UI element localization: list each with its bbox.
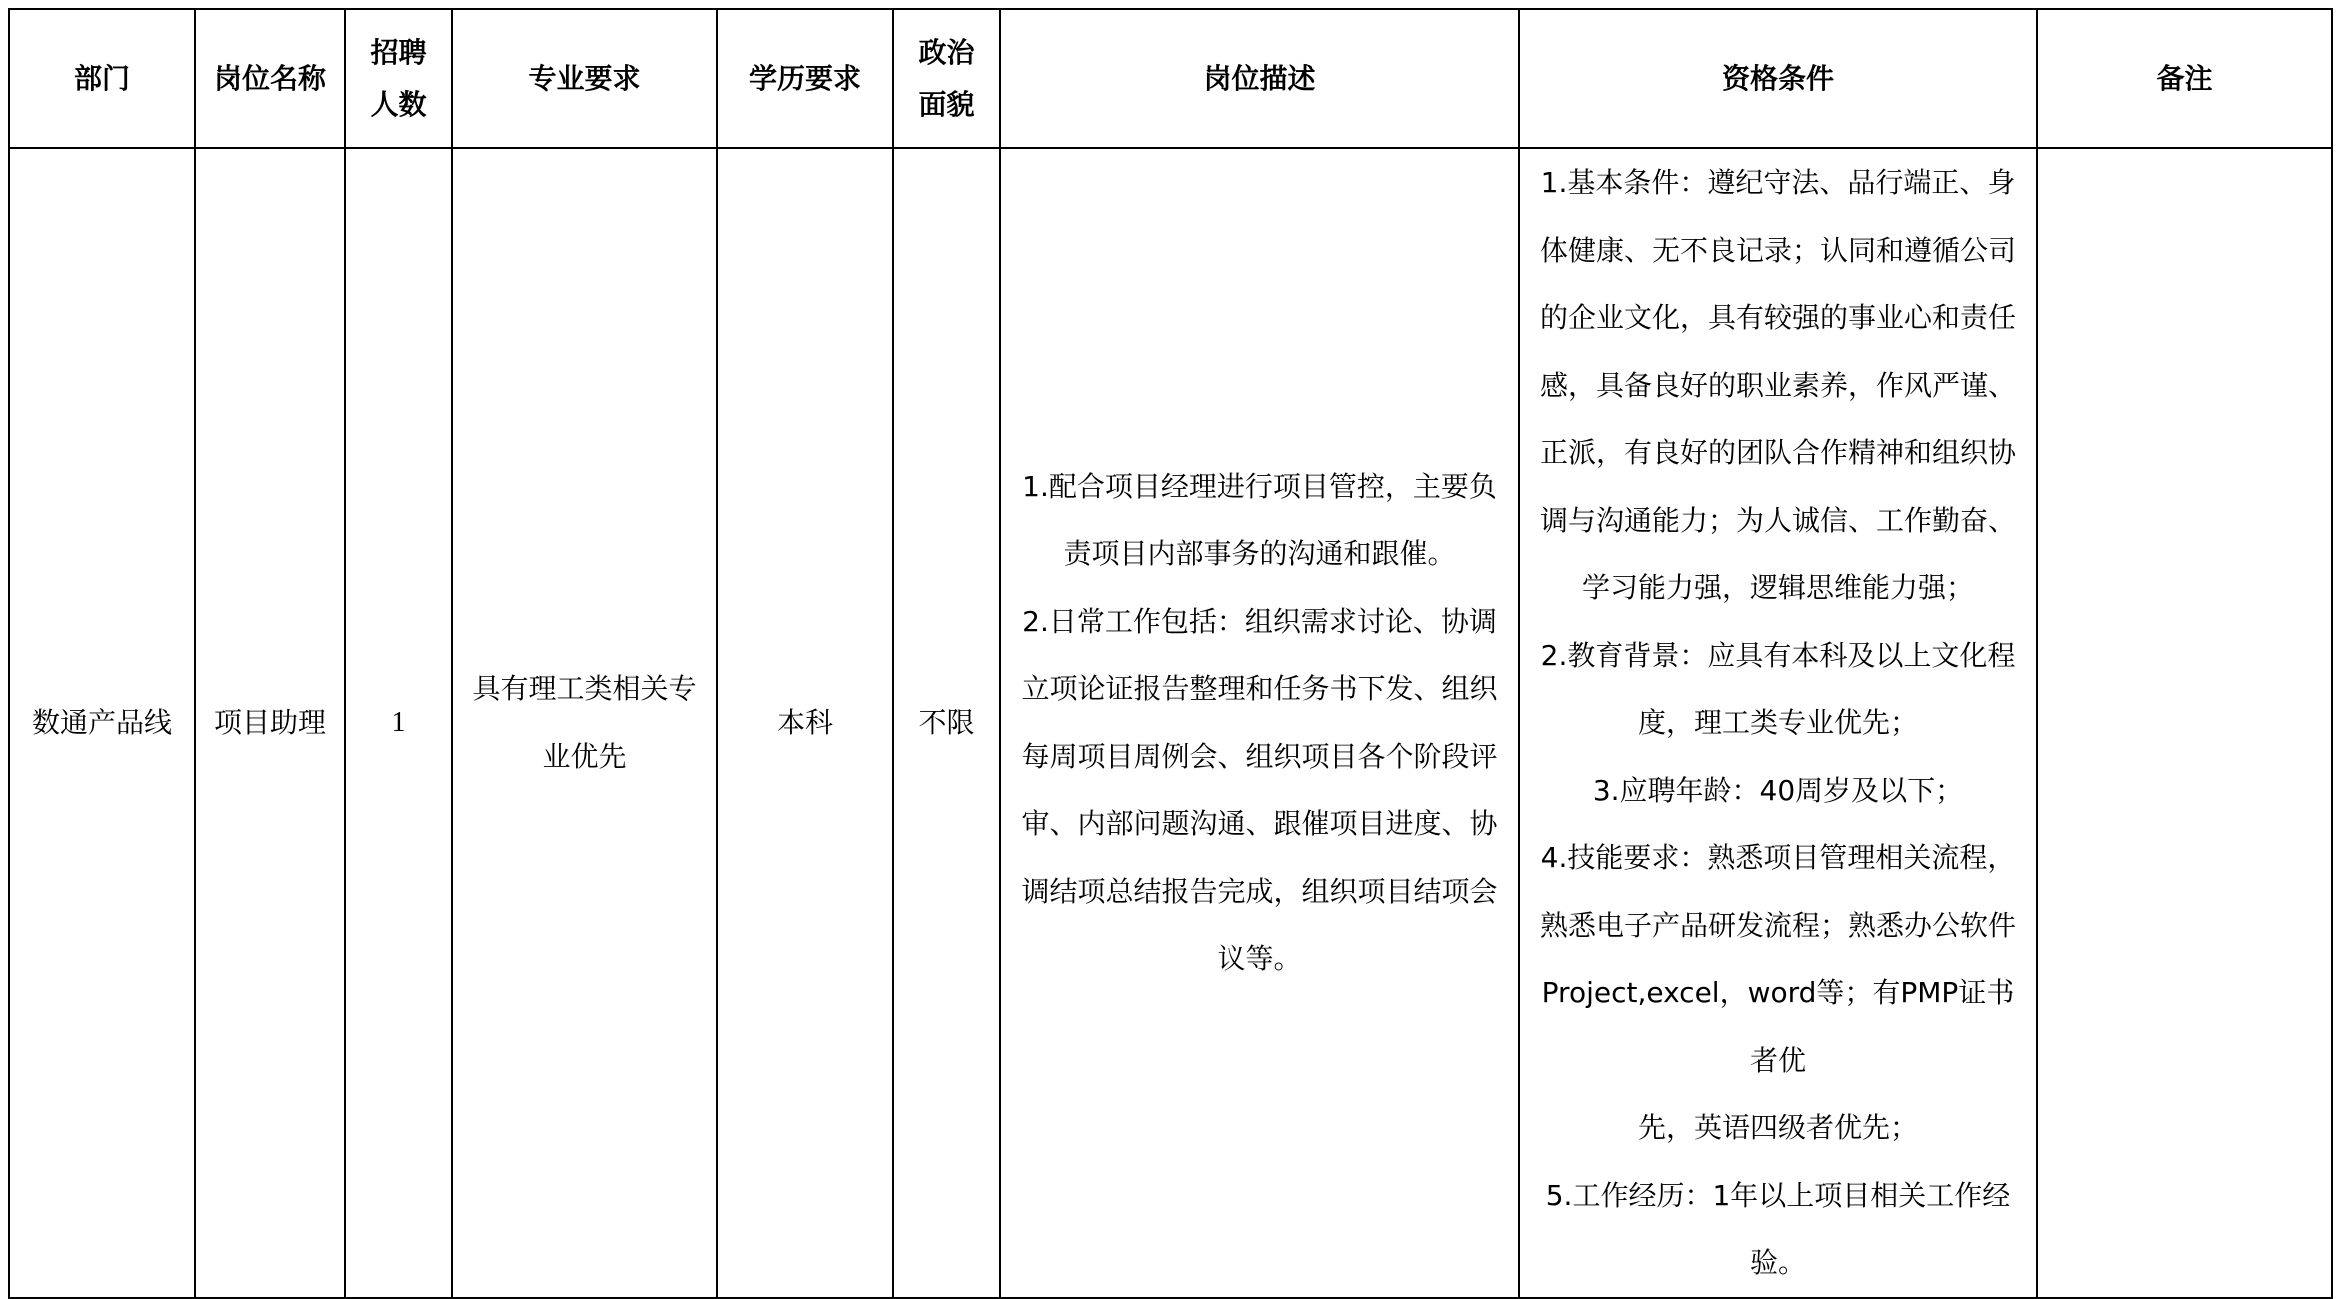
- cell-description: 1.配合项目经理进行项目管控，主要负 责项目内部事务的沟通和跟催。 2.日常工作包括：组织需求讨论、协调 立项论证报告整理和任务书下发、组织 每周项目周例会、组织项目各个阶段评 审、内部问题沟通、跟催项目进度、协 调结项总结报告完成，组织项目结项会 议等。: [1000, 148, 1519, 1298]
- cell-qualifications: 1.基本条件：遵纪守法、品行端正、身 体健康、无不良记录；认同和遵循公司 的企业文化，具有较强的事业心和责任 感，具备良好的职业素养，作风严谨、 正派，有良好的团队合作精神和组织协 调与沟通能力；为人诚信、工作勤奋、 学习能力强，逻辑思维能力强； 2.教育背景：应具有本科及以上文化程 度，理工类专业优先； 3.应聘年龄：40周岁及以下； 4.技能要求：熟悉项目管理相关流程， 熟悉电子产品研发流程；熟悉办公软件 Project,excel，word等；有PMP证书者优 先，英语四级者优先； 5.工作经历：1年以上项目相关工作经 验。: [1519, 148, 2037, 1298]
- header-row: [9, 9, 2332, 148]
- table-row: [9, 148, 2332, 1298]
- cell-headcount: 1: [345, 148, 452, 1298]
- cell-education: 本科: [717, 148, 893, 1298]
- cell-position-name: 项目助理: [195, 148, 345, 1298]
- cell-political: 不限: [893, 148, 1000, 1298]
- header-headcount: 招聘 人数: [345, 9, 452, 148]
- cell-major: 具有理工类相关专 业优先: [452, 148, 717, 1298]
- job-posting-table: [8, 8, 2333, 1299]
- header-description: 岗位描述: [1000, 9, 1519, 148]
- header-qualifications: 资格条件: [1519, 9, 2037, 148]
- header-political: 政治 面貌: [893, 9, 1000, 148]
- cell-department: 数通产品线: [9, 148, 195, 1298]
- header-department: 部门: [9, 9, 195, 148]
- header-remarks: 备注: [2037, 9, 2332, 148]
- header-education: 学历要求: [717, 9, 893, 148]
- header-major: 专业要求: [452, 9, 717, 148]
- cell-remarks: [2037, 148, 2332, 1298]
- header-position-name: 岗位名称: [195, 9, 345, 148]
